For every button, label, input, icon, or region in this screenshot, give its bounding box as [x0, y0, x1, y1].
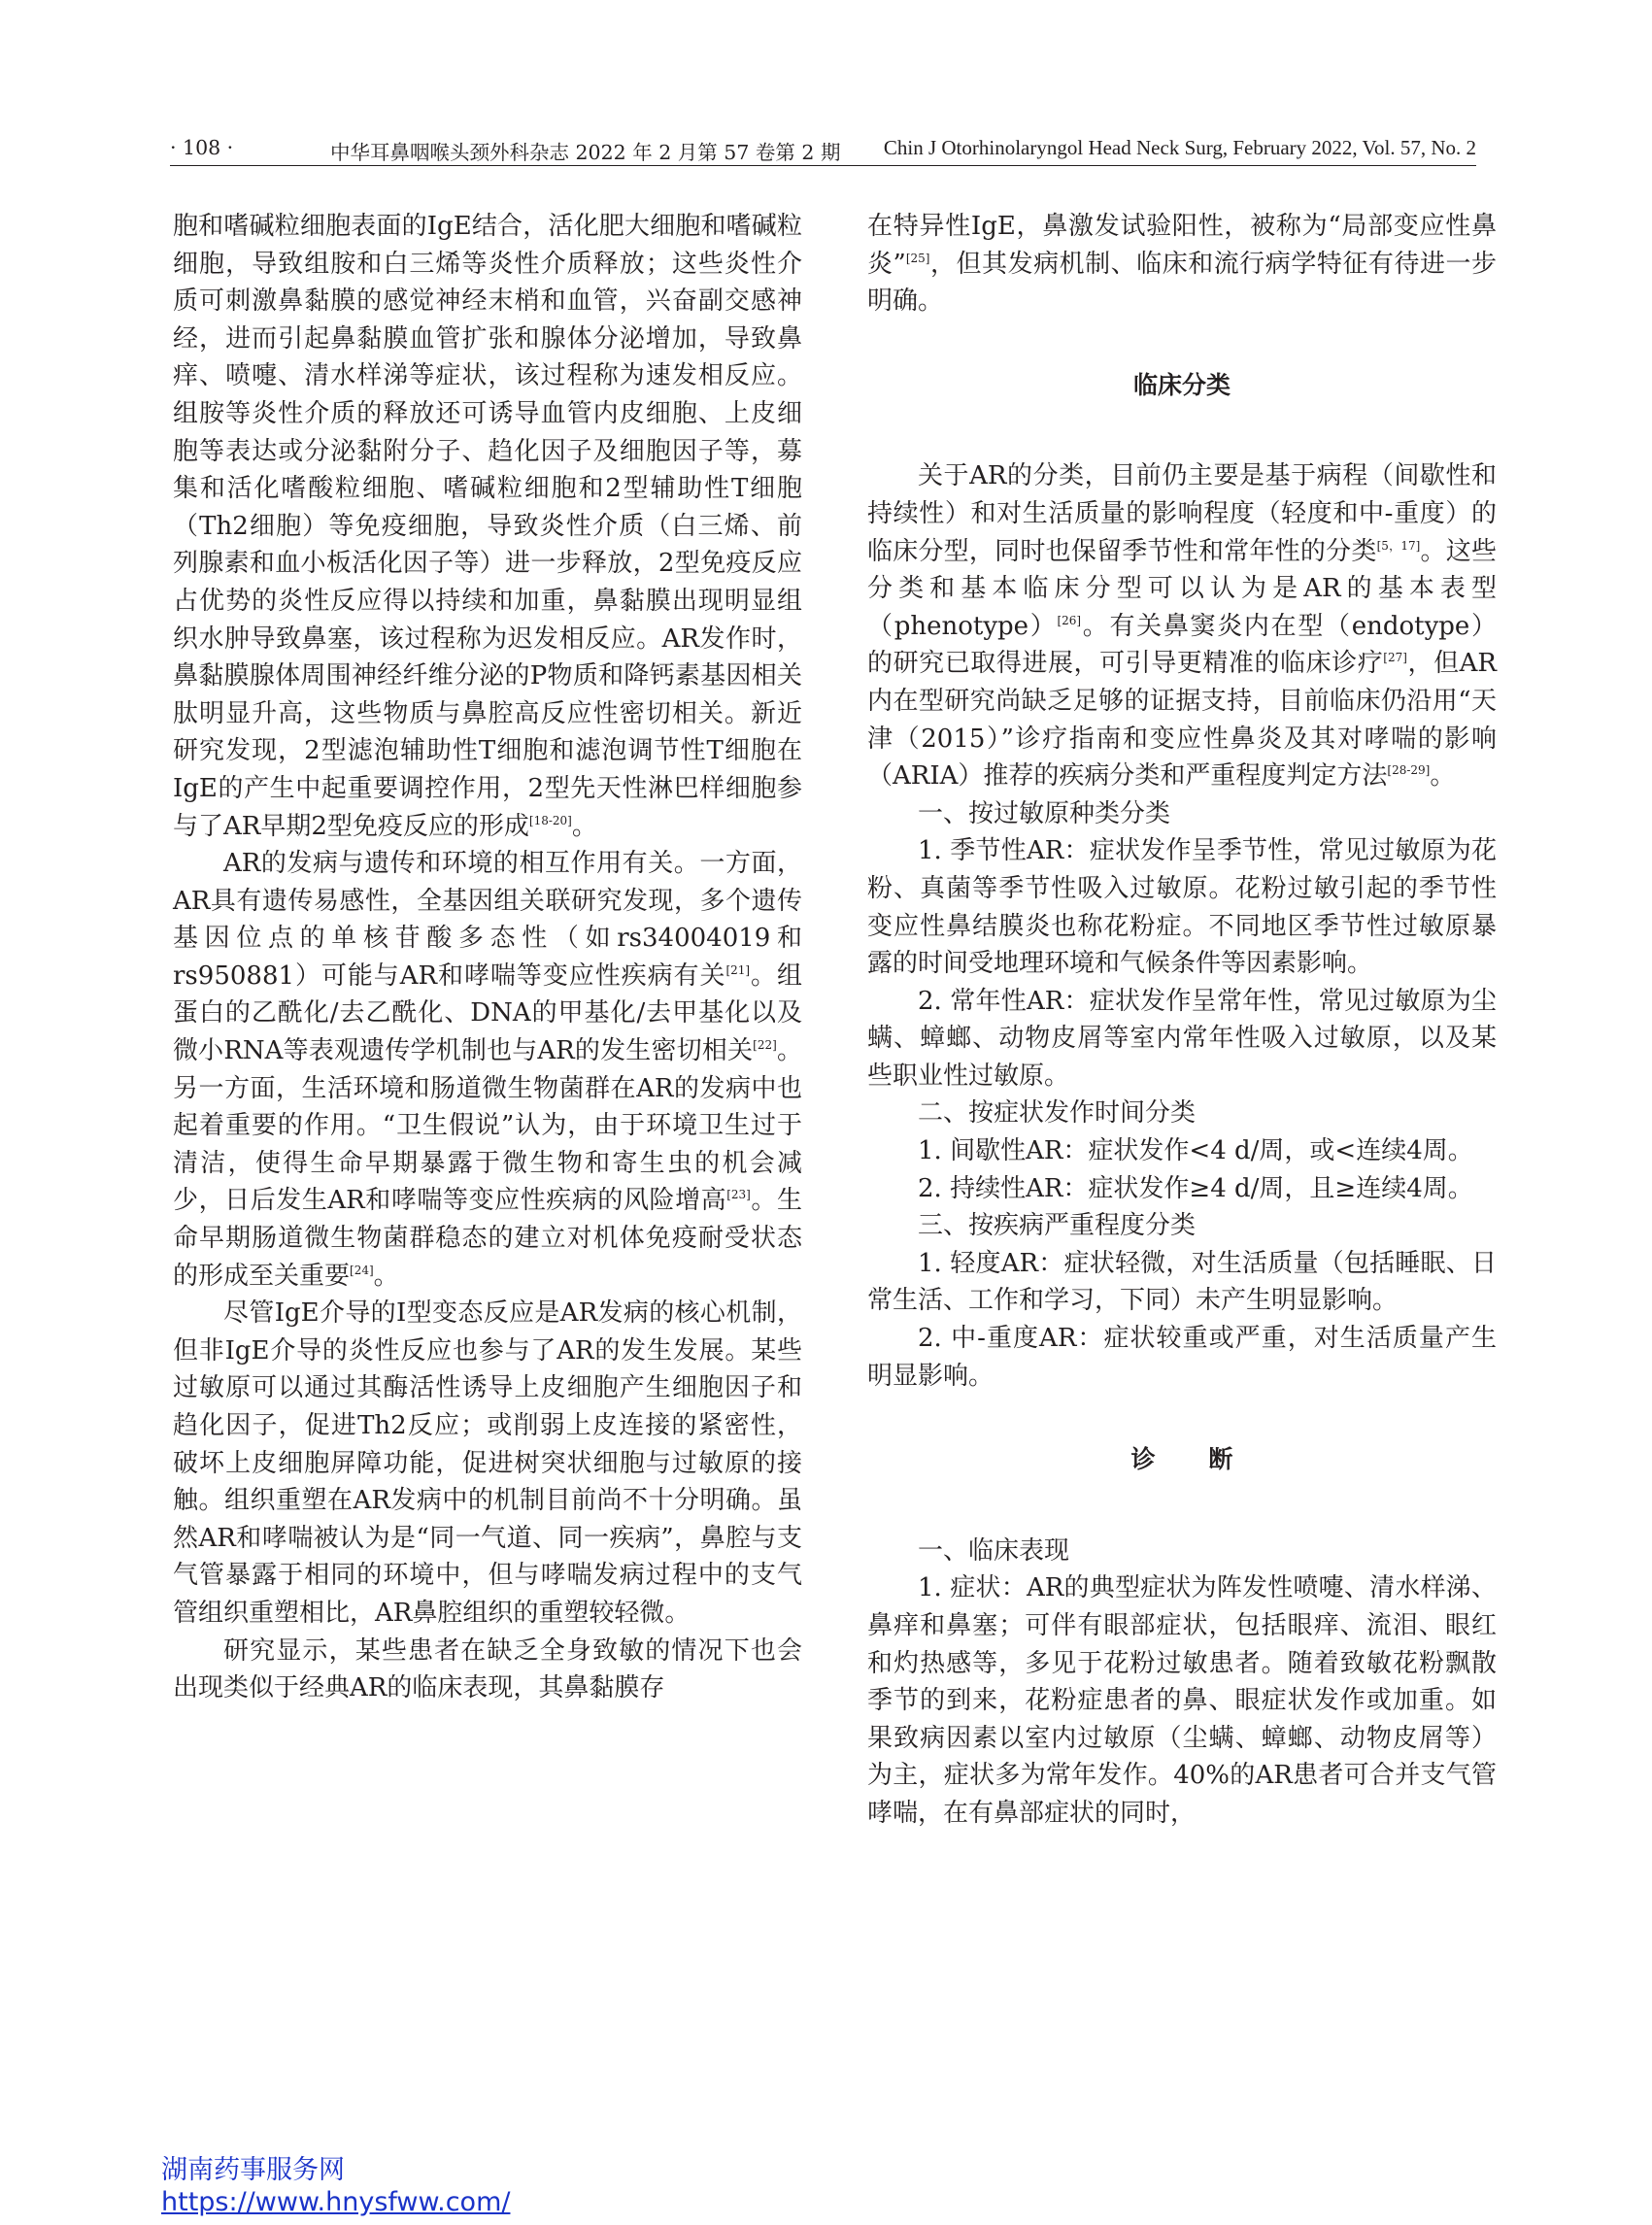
page-number: · 108 ·: [170, 136, 234, 159]
citation[interactable]: [27]: [1383, 651, 1407, 665]
paragraph: 1. 轻度AR：症状轻微，对生活质量（包括睡眠、日常生活、工作和学习，下同）未产生明显影响。: [867, 1248, 1497, 1316]
paragraph: 2. 持续性AR：症状发作≥4 d/周，且≥连续4周。: [918, 1173, 1473, 1203]
citation[interactable]: [28-29]: [1387, 763, 1431, 778]
paragraph: 研究显示，某些患者在缺乏全身致敏的情况下也会出现类似于经典AR的临床表现，其鼻黏膜存: [173, 1635, 802, 1703]
paragraph: 胞和嗜碱粒细胞表面的IgE结合，活化肥大细胞和嗜碱粒细胞，导致组胺和白三烯等炎性介质释放；这些炎性介质可刺激鼻黏膜的感觉神经末梢和血管，兴奋副交感神经，进而引起鼻黏膜血管扩张和腺体分泌增加，导致鼻痒、喷嚏、清水样涕等症状，该过程称为速发相反应。组胺等炎性介质的释放还可诱导血管内皮细胞、上皮细胞等表达或分泌黏附分子、趋化因子及细胞因子等，募集和活化嗜酸粒细胞、嗜碱粒细胞和2型辅助性T细胞（Th2细胞）等免疫细胞，导致炎性介质（白三烯、前列腺素和血小板活化因子等）进一步释放，2型免疫反应占优势的炎性反应得以持续和加重，鼻黏膜出现明显组织水肿导致鼻塞，该过程称为迟发相反应。AR发作时，鼻黏膜腺体周围神经纤维分泌的P物质和降钙素基因相关肽明显升高，这些物质与鼻腔高反应性密切相关。新近研究发现，2型滤泡辅助性T细胞和滤泡调节性T细胞在IgE的产生中起重要调控作用，2型先天性淋巴样细胞参与了AR早期2型免疫反应的形成[18-20]。: [173, 212, 802, 841]
paragraph: 在特异性IgE，鼻激发试验阳性，被称为“局部变应性鼻炎”[25]，但其发病机制、临床和流行病学特征有待进一步明确。: [867, 212, 1497, 317]
section-title-classification: 临床分类: [1132, 370, 1231, 399]
citation[interactable]: [5，17]: [1376, 538, 1421, 553]
citation[interactable]: [24]: [350, 1263, 374, 1277]
subheading: 二、按症状发作时间分类: [918, 1098, 1197, 1129]
paragraph: 关于AR的分类，目前仍主要是基于病程（间歇性和持续性）和对生活质量的影响程度（轻度和中-重度）的临床分型，同时也保留季节性和常年性的分类[5，17]。这些分类和基本临床分型可以认为是AR的基本表型（phenotype）[26]。有关鼻窦炎内在型（endotype）的研究已取得进展，可引导更精准的临床诊疗[27]，但AR内在型研究尚缺乏足够的证据支持，目前临床仍沿用“天津（2015）”诊疗指南和变应性鼻炎及其对哮喘的影响（ARIA）推荐的疾病分类和严重程度判定方法[28-29]。: [867, 461, 1497, 792]
journal-title-en: Chin J Otorhinolaryngol Head Neck Surg, February 2022, Vol. 57, No. 2: [883, 136, 1476, 159]
citation[interactable]: [25]: [905, 251, 930, 265]
section-title-diagnosis: 诊 断: [1130, 1445, 1233, 1474]
citation[interactable]: [23]: [726, 1188, 751, 1202]
subheading: 三、按疾病严重程度分类: [918, 1211, 1197, 1241]
site-watermark: [161, 2154, 510, 2218]
header-rule: [170, 165, 1476, 166]
running-header: [170, 136, 1476, 163]
right-column: [867, 208, 1497, 1833]
paragraph: 1. 症状：AR的典型症状为阵发性喷嚏、清水样涕、鼻痒和鼻塞；可伴有眼部症状，包括眼痒、流泪、眼红和灼热感等，多见于花粉过敏患者。随着致敏花粉飘散季节的到来，花粉症患者的鼻、眼症状发作或加重。如果致病因素以室内过敏原（尘螨、蟑螂、动物皮屑等）为主，症状多为常年发作。40%的AR患者可合并支气管哮喘，在有鼻部症状的同时，: [867, 1573, 1497, 1828]
journal-title-cn: 中华耳鼻咽喉头颈外科杂志 2022 年 2 月第 57 卷第 2 期: [330, 141, 841, 164]
paragraph: AR的发病与遗传和环境的相互作用有关。一方面，AR具有遗传易感性，全基因组关联研究发现，多个遗传基因位点的单核苷酸多态性（如rs34004019和rs950881）可能与AR和哮喘等变应性疾病有关[21]。组蛋白的乙酰化/去乙酰化、DNA的甲基化/去甲基化以及微小RNA等表观遗传学机制也与AR的发生密切相关[22]。另一方面，生活环境和肠道微生物菌群在AR的发病中也起着重要的作用。“卫生假说”认为，由于环境卫生过于清洁，使得生命早期暴露于微生物和寄生虫的机会减少，日后发生AR和哮喘等变应性疾病的风险增高[23]。生命早期肠道微生物菌群稳态的建立对机体免疫耐受状态的形成至关重要[24]。: [173, 849, 802, 1291]
site-url-link[interactable]: https://www.hnysfww.com/: [161, 2187, 511, 2217]
citation[interactable]: [26]: [1057, 613, 1082, 627]
paragraph: 1. 季节性AR：症状发作呈季节性，常见过敏原为花粉、真菌等季节性吸入过敏原。花粉过敏引起的季节性变应性鼻结膜炎也称花粉症。不同地区季节性过敏原暴露的时间受地理环境和气候条件等因素影响。: [867, 836, 1497, 979]
citation[interactable]: [22]: [753, 1038, 777, 1053]
subheading: 一、临床表现: [918, 1535, 1070, 1566]
left-column: [173, 208, 802, 1707]
site-name: 湖南药事服务网: [161, 2155, 345, 2185]
citation[interactable]: [21]: [725, 962, 751, 977]
citation[interactable]: [18-20]: [528, 813, 572, 827]
paragraph: 尽管IgE介导的Ⅰ型变态反应是AR发病的核心机制，但非IgE介导的炎性反应也参与了AR的发生发展。某些过敏原可以通过其酶活性诱导上皮细胞产生细胞因子和趋化因子，促进Th2反应；或削弱上皮连接的紧密性，破坏上皮细胞屏障功能，促进树突状细胞与过敏原的接触。组织重塑在AR发病中的机制目前尚不十分明确。虽然AR和哮喘被认为是“同一气道、同一疾病”，鼻腔与支气管暴露于相同的环境中，但与哮喘发病过程中的支气管组织重塑相比，AR鼻腔组织的重塑较轻微。: [173, 1298, 802, 1628]
paragraph: 1. 间歇性AR：症状发作<4 d/周，或<连续4周。: [918, 1136, 1473, 1166]
paragraph: 2. 中-重度AR：症状较重或严重，对生活质量产生明显影响。: [867, 1324, 1497, 1391]
subheading: 一、按过敏原种类分类: [918, 798, 1171, 828]
paragraph: 2. 常年性AR：症状发作呈常年性，常见过敏原为尘螨、蟑螂、动物皮屑等室内常年性吸入过敏原，以及某些职业性过敏原。: [867, 986, 1497, 1091]
